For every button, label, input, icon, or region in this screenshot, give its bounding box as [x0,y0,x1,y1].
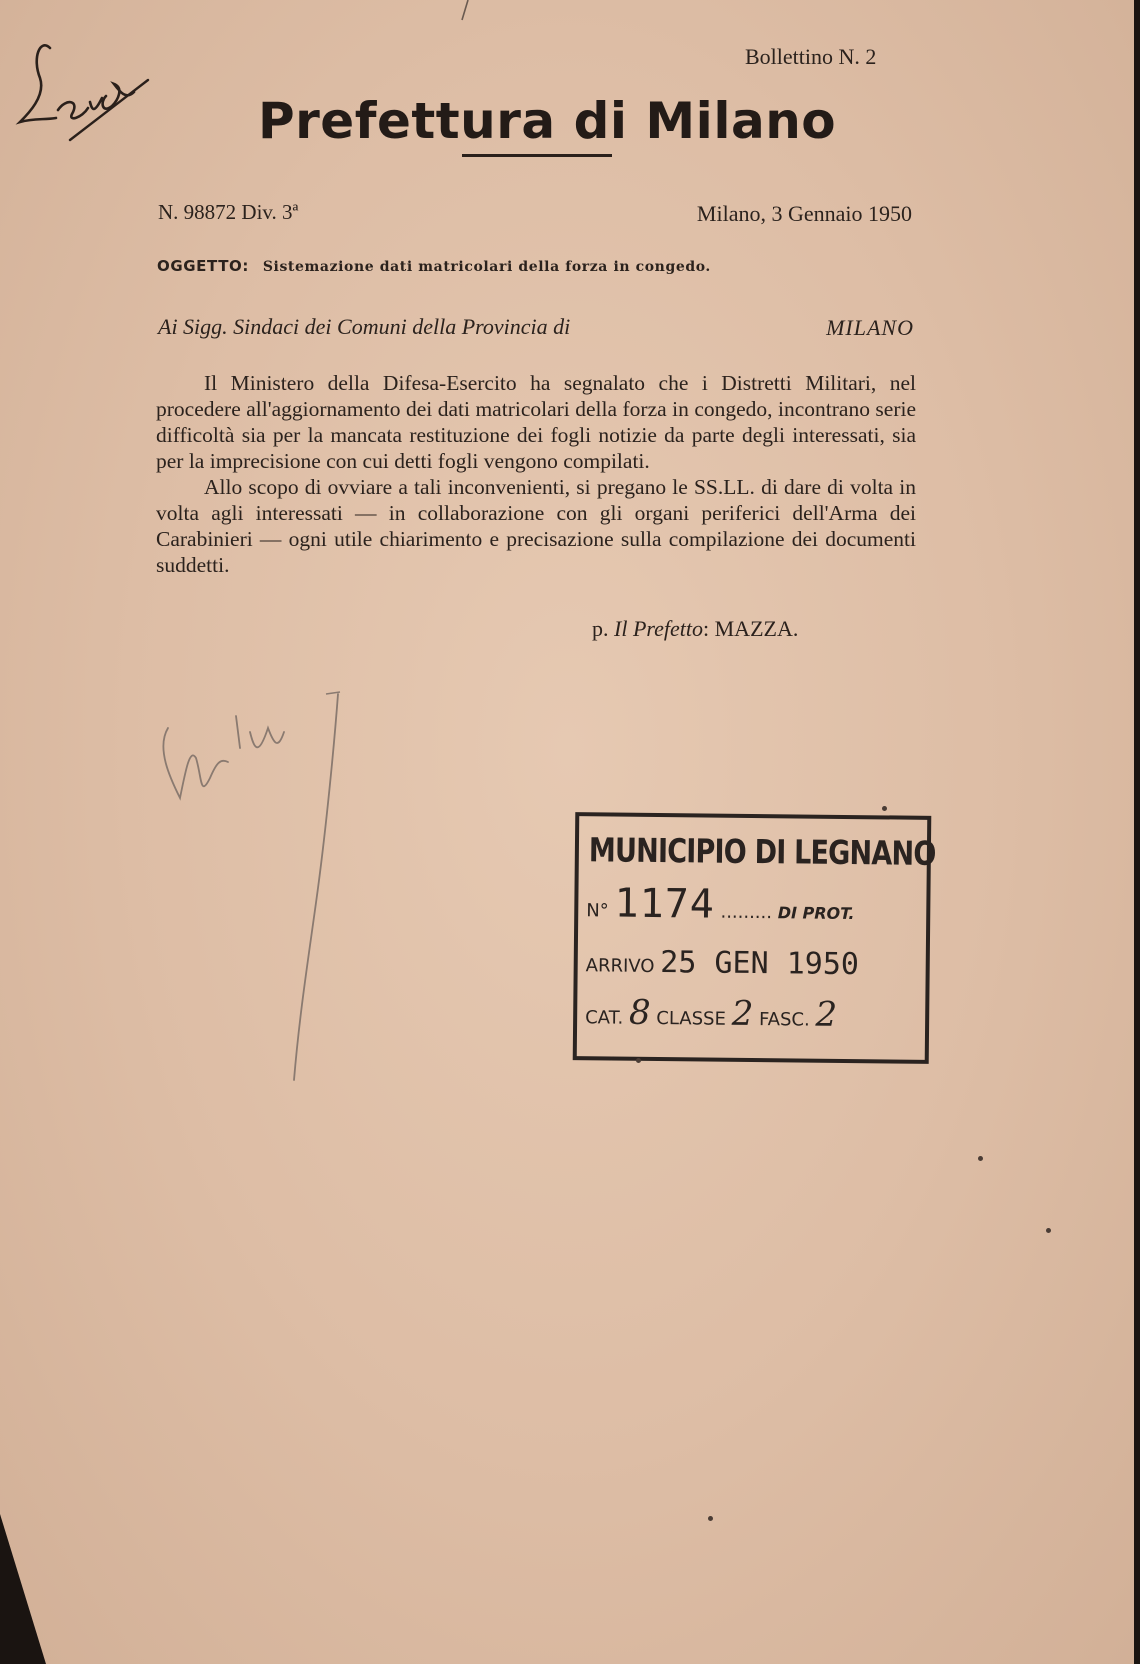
municipal-arrival-stamp [573,812,936,1064]
bulletin-number: Bollettino N. 2 [745,44,877,69]
addressee-city: MILANO [826,315,914,340]
stamp-class-value: 2 [731,993,754,1035]
stamp-arrival-label: ARRIVO [585,955,655,977]
place-and-date: Milano, 3 Gennaio 1950 [696,201,912,226]
scan-right-edge [1134,0,1140,1664]
pencil-initials-mark [150,688,350,1088]
stamp-prot-label: DI PROT. [777,903,855,924]
pencil-tick-mark [456,0,476,24]
addressee: Ai Sigg. Sindaci dei Comuni della Provincia di [158,314,571,339]
stamp-title: MUNICIPIO DI LEGNANO [588,830,936,873]
stamp-arrival-date: 25 GEN 1950 [660,945,860,983]
signature-separator: : [703,616,710,641]
protocol-number: N. 98872 Div. 3ª [158,200,299,224]
stamp-dots: ......... [720,901,773,924]
stamp-cat-label: CAT. [585,1007,624,1029]
subject-label: OGGETTO: [157,257,249,275]
handwritten-leva-annotation [10,18,160,148]
stamp-class-label: CLASSE [656,1008,727,1030]
body-paragraph: Il Ministero della Difesa-Esercito ha segnalato che i Distretti Militari, nel procedere all'aggiornamento dei dati matricolari della forza in congedo, incontrano serie difficoltà sia per la mancata restituzione dei fogli notizie da parte degli interessati, sia per la imprecisione con cui detti fogli vengono compilati. [156,371,916,473]
title-handwritten-underline [462,154,612,157]
stamp-arrival-row [586,944,860,982]
signature-label: Il Prefetto [614,616,703,641]
signature-line [592,616,798,642]
body-paragraph: Allo scopo di ovviare a tali inconvenienti, si pregano le SS.LL. di dare di volta in volta agli interessati — in collaborazione con gli organi periferici dell'Arma dei Carabinieri — ogni utile chiarimento e precisazione sulla compilazione dei documenti suddetti. [156,475,916,577]
paper-speck [636,1058,641,1063]
scan-torn-corner [0,1514,46,1664]
stamp-fasc-label: FASC. [758,1009,810,1031]
subject-text: Sistemazione dati matricolari della forza in congedo. [262,259,711,275]
paper-speck [882,806,887,811]
signature-prefix: p. [592,616,609,641]
stamp-classification-row [585,992,837,1035]
stamp-fasc-value: 2 [815,994,838,1035]
document-title: Prefettura di Milano [258,92,837,150]
paper-speck [1046,1228,1051,1233]
stamp-cat-value: 8 [628,992,651,1033]
stamp-protocol-number: 1174 [614,880,716,928]
subject-line [157,257,711,275]
letter-body [156,370,916,578]
paper-speck [708,1516,713,1521]
paper-speck [978,1156,983,1161]
signature-name: MAZZA. [714,616,799,641]
stamp-no-label: N° [586,900,609,922]
stamp-protocol-row [586,880,855,929]
